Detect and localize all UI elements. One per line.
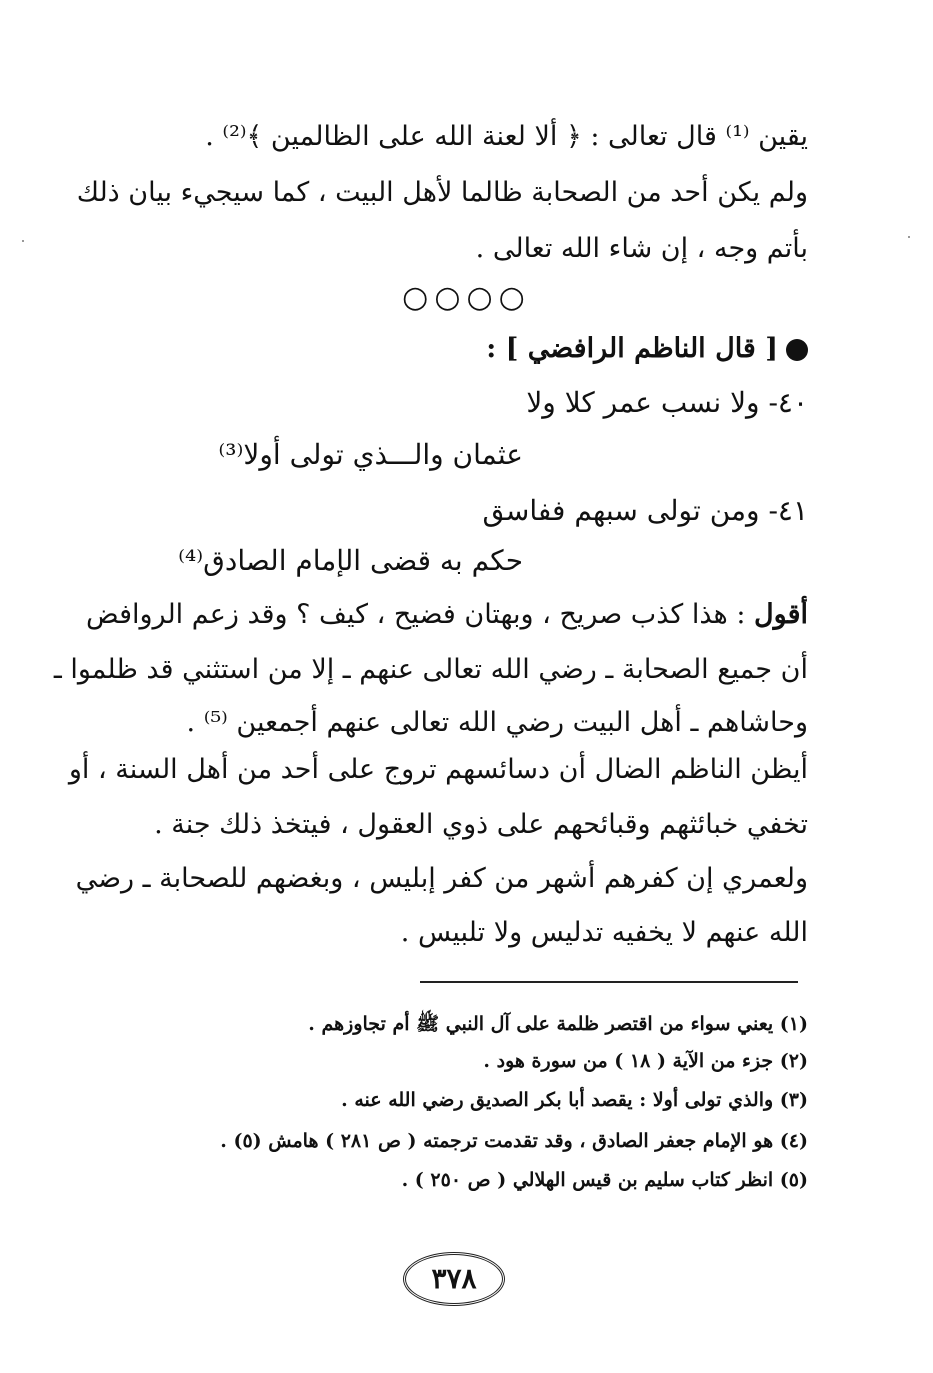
body-line: تخفي خبائثهم وقبائحهم على ذوي العقول ، فيتخذ ذلك جنة . (154, 809, 808, 840)
footnote: (٣) والذي تولى أولا : يقصد أبا بكر الصديق رضي الله عنه . (341, 1089, 808, 1111)
section-heading (118, 329, 808, 369)
bullet-icon (786, 339, 808, 361)
heading-text: [ قال الناظم الرافضي ] : (486, 333, 778, 364)
footnote: (٢) جزء من الآية ( ١٨ ) من سورة هود . (483, 1050, 808, 1072)
page-number: ٣٧٨ (403, 1252, 505, 1306)
body-line: أيظن الناظم الضال أن دسائسهم تروج على أحد من أهل السنة ، أو (68, 754, 808, 785)
section-separator: ○○○○ (402, 280, 531, 315)
footnote-divider (420, 981, 798, 983)
response-lead: أقول (754, 599, 808, 630)
body-line: أن جميع الصحابة ـ رضي الله تعالى عنهم ـ إلا من استثني قد ظلموا ـ (53, 654, 808, 685)
body-line: ولم يكن أحد من الصحابة ظالما لأهل البيت ، كما سيجيء بيان ذلك (76, 177, 808, 208)
body-line: ولعمري إن كفرهم أشهر من كفر إبليس ، وبغضهم للصحابة ـ رضي (75, 863, 808, 894)
body-line: الله عنهم لا يخفيه تدليس ولا تلبيس . (400, 917, 808, 948)
footnote: (٥) انظر كتاب سليم بن قيس الهلالي ( ص ٢٥٠ ) . (401, 1169, 808, 1191)
body-line (86, 595, 808, 635)
scan-speck (22, 240, 24, 242)
scan-speck (908, 236, 910, 238)
poem-verse: حكم به قضى الإمام الصادق⁽⁴⁾ (178, 544, 523, 577)
body-line: يقين ⁽¹⁾ قال تعالى : ﴿ ألا لعنة الله على الظالمين ﴾⁽²⁾ . (205, 121, 808, 152)
poem-verse: ٤٠- ولا نسب عمر كلا ولا (526, 386, 808, 419)
footnote: (١) يعني سواء من اقتصر ظلمة على آل النبي ﷺ أم تجاوزهم . (308, 1013, 808, 1035)
body-line: بأتم وجه ، إن شاء الله تعالى . (475, 233, 808, 264)
response-text: : هذا كذب صريح ، وبهتان فضيح ، كيف ؟ وقد زعم الروافض (86, 599, 746, 630)
footnote: (٤) هو الإمام جعفر الصادق ، وقد تقدمت ترجمته ( ص ٢٨١ ) هامش (٥) . (220, 1130, 808, 1152)
poem-verse: عثمان والـــذي تولى أولا⁽³⁾ (218, 438, 523, 471)
poem-verse: ٤١- ومن تولى سبهم ففاسق (482, 494, 808, 527)
body-line: وحاشاهم ـ أهل البيت رضي الله تعالى عنهم أجمعين ⁽⁵⁾ . (186, 707, 808, 738)
